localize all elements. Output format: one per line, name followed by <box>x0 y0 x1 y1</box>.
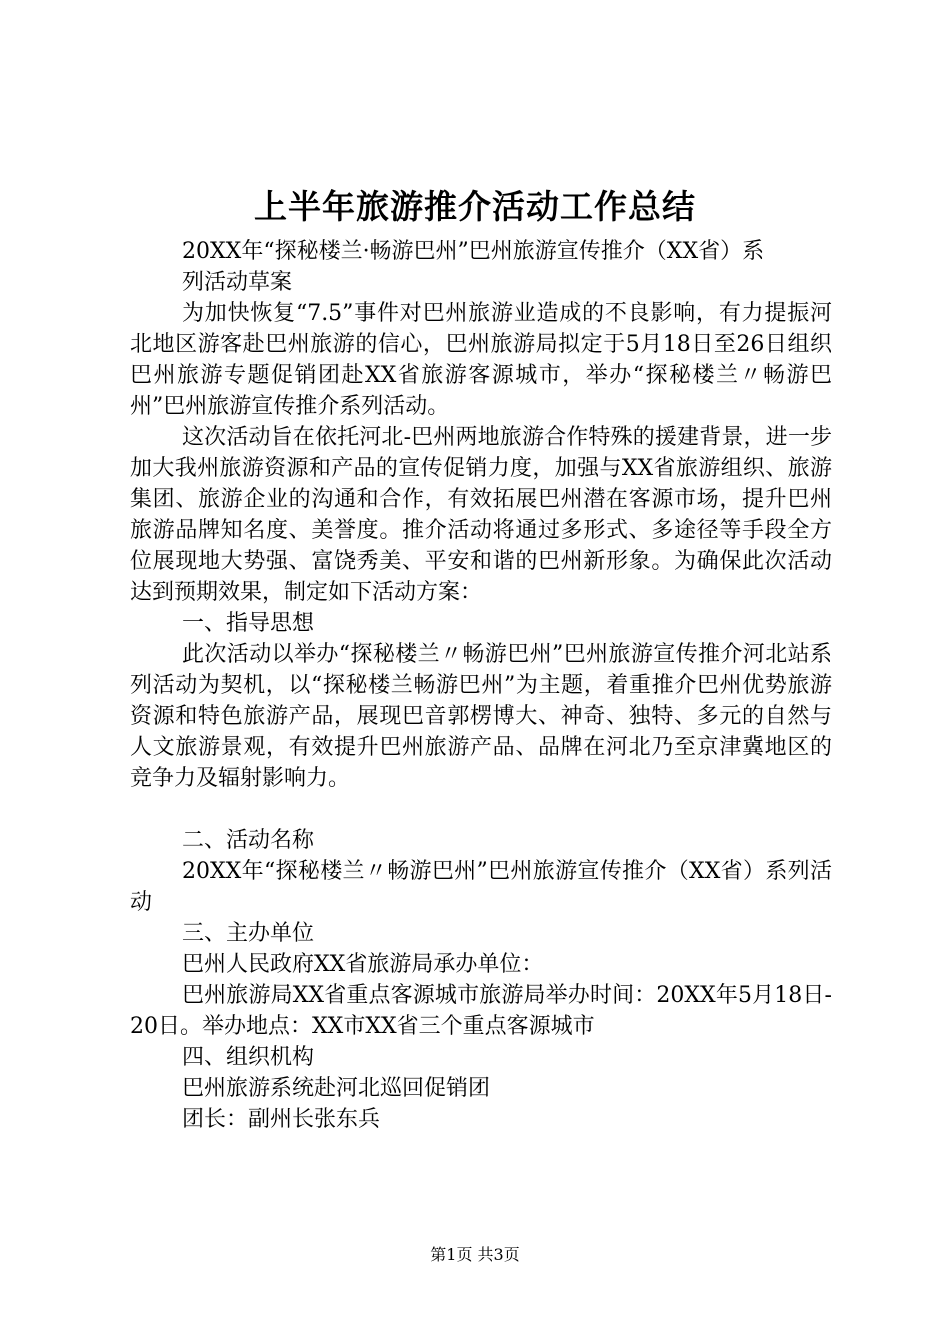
page-footer: 第1页 共3页 <box>430 1245 520 1264</box>
document-body <box>130 236 832 1135</box>
paragraph: 一、指导思想 <box>182 611 315 636</box>
paragraph: 巴州人民政府XX省旅游局承办单位： <box>182 952 544 977</box>
paragraph <box>130 794 832 825</box>
document-title: 上半年旅游推介活动工作总结 <box>254 187 696 226</box>
paragraph: 为加快恢复“7.5”事件对巴州旅游业造成的不良影响，有力提振河北地区游客赴巴州旅游的信心，巴州旅游局拟定于5月18日至26日组织巴州旅游专题促销团赴XX省旅游客源城市，举办“探秘楼兰〃畅游巴州”巴州旅游宣传推介系列活动。 <box>130 301 832 419</box>
paragraph: 二、活动名称 <box>182 828 315 853</box>
paragraph: 巴州旅游局XX省重点客源城市旅游局举办时间：20XX年5月18日-20日。举办地点：XX市XX省三个重点客源城市 <box>130 983 832 1039</box>
paragraph: 巴州旅游系统赴河北巡回促销团 <box>182 1076 491 1101</box>
paragraph: 列活动草案 <box>182 270 293 295</box>
paragraph: 这次活动旨在依托河北-巴州两地旅游合作特殊的援建背景，进一步加大我州旅游资源和产品的宣传促销力度，加强与XX省旅游组织、旅游集团、旅游企业的沟通和合作，有效拓展巴州潜在客源市场，提升巴州旅游品牌知名度、美誉度。推介活动将通过多形式、多途径等手段全方位展现地大势强、富饶秀美、平安和谐的巴州新形象。为确保此次活动达到预期效果，制定如下活动方案： <box>130 425 832 605</box>
paragraph: 四、组织机构 <box>182 1045 315 1070</box>
paragraph: 团长：副州长张东兵 <box>182 1107 381 1132</box>
paragraph: 20XX年“探秘楼兰·畅游巴州”巴州旅游宣传推介（XX省）系 <box>182 239 765 264</box>
paragraph: 三、主办单位 <box>182 921 315 946</box>
paragraph: 20XX年“探秘楼兰〃畅游巴州”巴州旅游宣传推介（XX省）系列活动 <box>130 859 832 915</box>
paragraph: 此次活动以举办“探秘楼兰〃畅游巴州”巴州旅游宣传推介河北站系列活动为契机，以“探秘楼兰畅游巴州”为主题，着重推介巴州优势旅游资源和特色旅游产品，展现巴音郭楞博大、神奇、独特、多元的自然与人文旅游景观，有效提升巴州旅游产品、品牌在河北乃至京津冀地区的竞争力及辐射影响力。 <box>130 642 832 791</box>
